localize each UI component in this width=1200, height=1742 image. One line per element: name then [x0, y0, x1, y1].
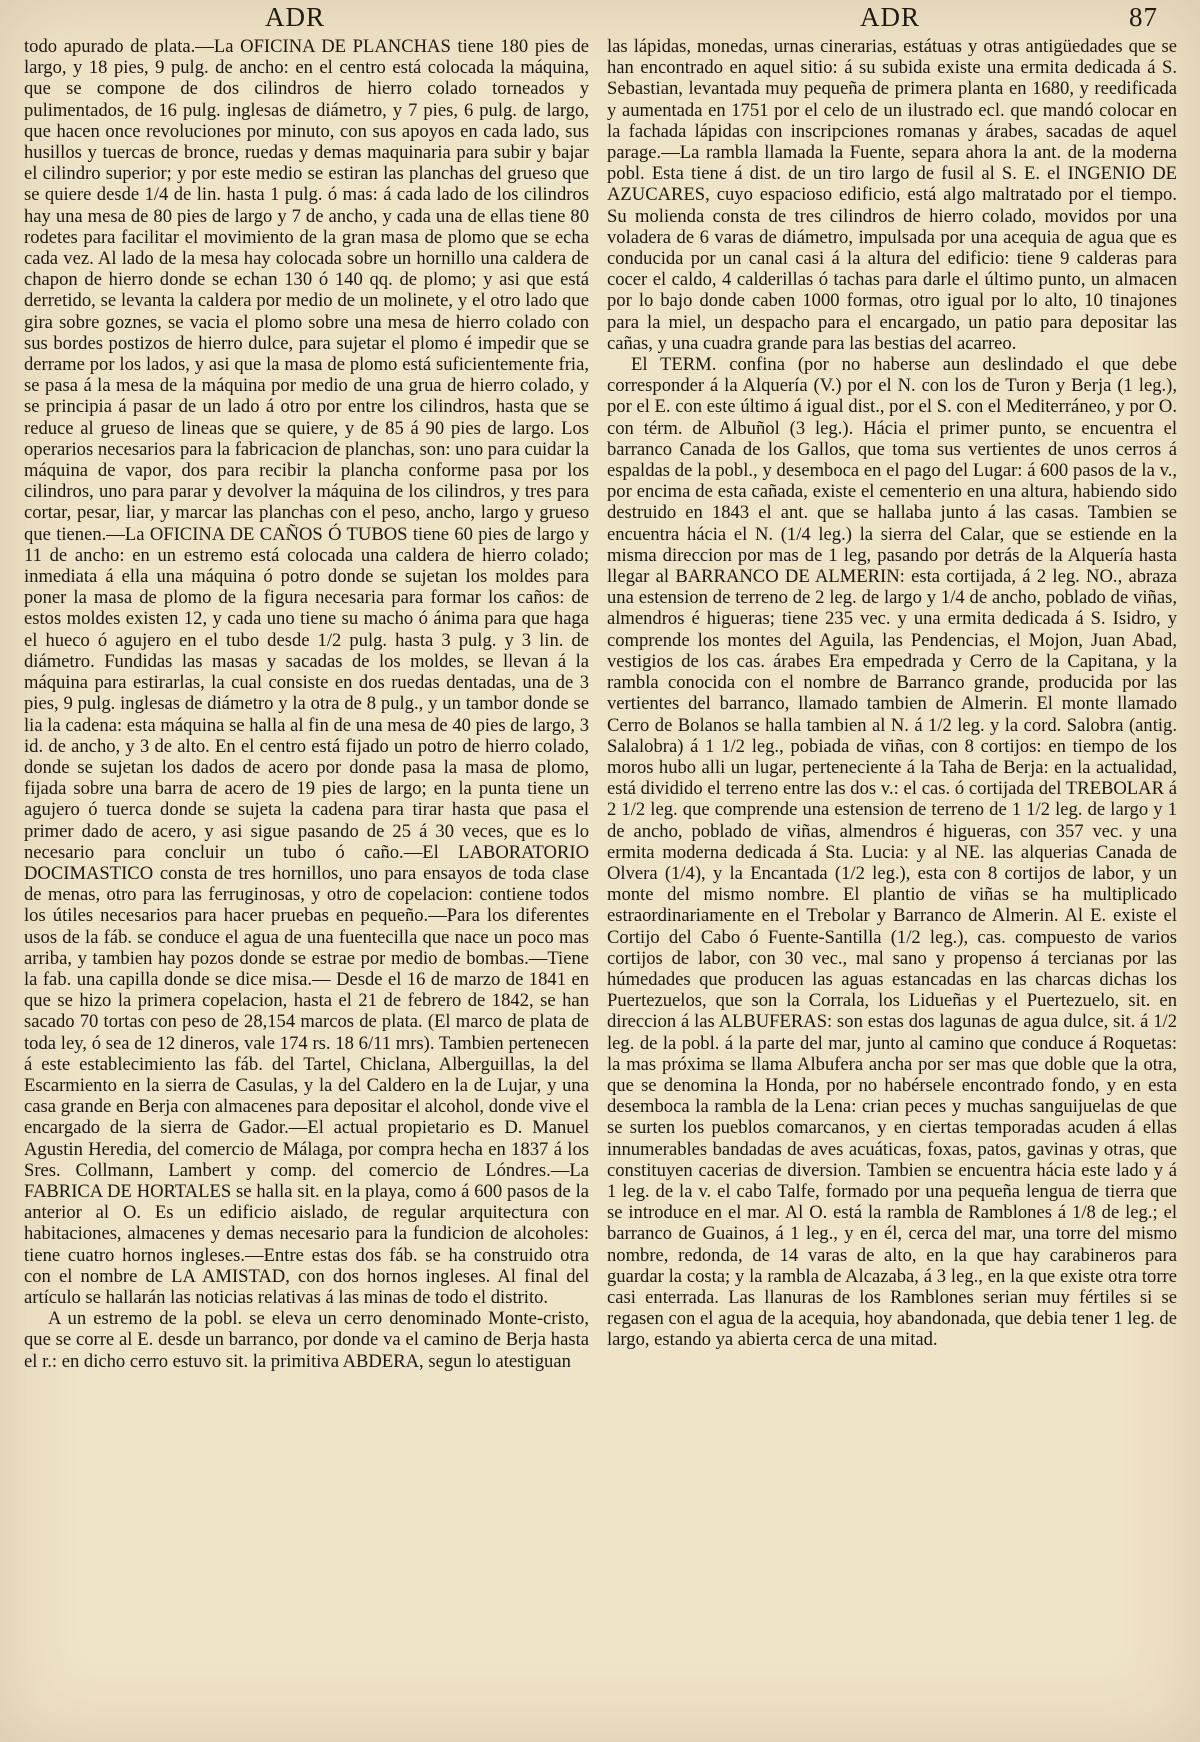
left-paragraph-1: todo apurado de plata.—La OFICINA DE PLANCHAS tiene 180 pies de largo, y 18 pies, 9 pulg. de ancho: en el centro está colocada la máquina, que se compone de dos cilindros de hierro colado torneados y pulimentados, de 16 pulg. inglesas de diámetro, y 7 pies, 6 pulg. de largo, que hacen once revoluciones por minuto, con sus apoyos en cada lado, sus husillos y tuercas de bronce, ruedas y demas maquinaria para subir y bajar el cilindro superior; y por este medio se estiran las planchas del grueso que se quiere desde 1/4 de lin. hasta 1 pulg. ó mas: á cada lado de los cilindros hay una mesa de 80 pies de largo y 7 de ancho, y cada una de ellas tiene 80 rodetes para facilitar el movimiento de la gran masa de plomo que se echa cada vez. Al lado de la mesa hay colocada sobre un hornillo una caldera de chapon de hierro donde se echan 130 ó 140 qq. de plomo; y asi que está derretido, se levanta la caldera por medio de un molinete, y el otro lado que gira sobre goznes, se vacia el plomo sobre una mesa de hierro colado con sus bordes postizos de hierro dulce, para sujetar el plomo é impedir que se derrame por los lados, y asi que la masa de plomo está suficientemente fria, se pasa á la mesa de la máquina por medio de una grua de hierro colado, y se principia á pasar de un lado á otro por entre los cilindros, hasta que se reduce al grueso de lineas que se quiere, y de 85 á 90 pies de largo. Los operarios necesarios para la fabricacion de planchas, son: uno para cuidar la máquina de vapor, dos para recibir la plancha conforme pasa por los cilindros, uno para parar y devolver la máquina de los cilindros, y tres para cortar, pesar, liar, y marcar las planchas con el peso, ancho, largo y grueso que tienen.—La OFICINA DE CAÑOS Ó TUBOS tiene 60 pies de largo y 11 de ancho: en un estremo está colocada una caldera de hierro colado; inmediata á ella una máquina ó potro donde se sujetan los moldes para poner la masa de plomo de la figura necesaria para formar los caños: de estos moldes existen 12, y cada uno tiene su macho ó ánima para que haga el hueco ó agujero en el tubo desde 1/2 pulg. hasta 3 pulg. y 3 lin. de diámetro. Fundidas las masas y sacadas de los moldes, se llevan á la máquina para estirarlas, la cual consiste en dos ruedas dentadas, una de 3 pies, 9 pulg. inglesas de diámetro y la otra de 8 pulg., y un tambor donde se lia la cadena: esta máquina se halla al fin de una mesa de 40 pies de largo, 3 id. de ancho, y 3 de alto. En el centro está fijado un potro de hierro colado, donde se sujetan los dados de acero por donde pasa la masa de plomo, fijada sobre una barra de acero de 19 pies de largo; en la punta tiene un agujero ó tuerca donde se sujeta la cadena para tirar hasta que pasa el primer dado de acero, y asi sigue pasando de 25 á 30 veces, que es lo necesario para concluir un tubo ó caño.—El LABORATORIO DOCIMASTICO consta de tres hornillos, uno para ensayos de toda clase de menas, otro para las ferruginosas, y otro de copelacion: contiene todos los útiles necesarios para hacer pruebas en pequeño.—Para los diferentes usos de la fáb. se conduce el agua de una fuentecilla que nace un poco mas arriba, y tambien hay pozos donde se estrae por medio de bombas.—Tiene la fab. una capilla donde se dice misa.— Desde el 16 de marzo de 1841 en que se hizo la primera copelacion, hasta el 21 de febrero de 1842, se han sacado 70 tortas con peso de 28,154 marcos de plata. (El marco de plata de toda ley, ó sea de 12 dineros, vale 174 rs. 18 6/11 mrs). Tambien pertenecen á este establecimiento las fáb. del Tartel, Chiclana, Alberguillas, la del Escarmiento en la sierra de Casulas, y la del Caldero en la de Lujar, y una casa grande en Berja con almacenes para depositar el alcohol, donde vive el encargado de la sierra de Gador.—El actual propietario es D. Manuel Agustin Heredia, del comercio de Málaga, por compra hecha en 1837 á los Sres. Collmann, Lambert y comp. del comercio de Lóndres.—La FABRICA DE HORTALES se halla sit. en la playa, como á 600 pasos de la anterior al O. Es un edificio aislado, de regular arquitectura con habitaciones, almacenes y demas necesario para la fundicion de alcoholes: tiene cuatro hornos ingleses.—Entre estas dos fáb. se ha construido otra con el nombre de LA AMISTAD, con dos hornos ingleses. Al final del artículo se hallarán las noticias relativas á las minas de todo el distrito.: [24, 36, 589, 1308]
right-paragraph-2: El TERM. confina (por no haberse aun deslindado el que debe corresponder á la Alquería (V.) por el N. con los de Turon y Berja (1 leg.), por el E. con este último á igual dist., por el S. con el Mediterráneo, y por O. con térm. de Albuñol (3 leg.). Hácia el primer punto, se encuentra el barranco Canada de los Gallos, que toma sus vertientes de unos cerros á espaldas de la pobl., y desemboca en el pago del Lugar: á 600 pasos de la v., por encima de esta cañada, existe el cementerio en una altura, habiendo sido destruido en 1843 el ant. que se hallaba junto á las casas. Tambien se encuentra hácia el N. (1/4 leg.) la sierra del Calar, que se estiende en la misma direccion por mas de 1 leg, pasando por detrás de la Alquería hasta llegar al BARRANCO DE ALMERIN: esta cortijada, á 2 leg. NO., abraza una estension de terreno de 2 leg. de largo y 1/4 de ancho, poblado de viñas, almendros é higueras; tiene 235 vec. y una ermita dedicada á S. Isidro, y comprende los montes del Aguila, las Pendencias, el Mojon, Juan Abad, vestigios de los cas. árabes Era empedrada y Cerro de la Capitana, y la rambla conocida con el nombre de Barranco grande, producida por las vertientes del barranco, llamado tambien de Almerin. El monte llamado Cerro de Bolanos se halla tambien al N. á 1/2 leg. y la cord. Salobra (antig. Salalobra) á 1 1/2 leg., pobiada de viñas, con 8 cortijos: en tiempo de los moros hubo alli un lugar, perteneciente á la Taha de Berja: en la actualidad, está dividido el terreno entre las dos v.: el cas. ó cortijada del TREBOLAR á 2 1/2 leg. que comprende una estension de terreno de 1 1/2 leg. de largo y 1 de ancho, poblado de viñas, almendros é higueras, con 357 vec. y una ermita moderna dedicada á Sta. Lucia: y al NE. las alquerias Canada de Olvera (1/4), y la Encantada (1/2 leg.), esta con 8 cortijos de labor, y un monte del mismo nombre. El plantio de viñas se ha multiplicado estraordinariamente en el Trebolar y Barranco de Almerin. Al E. existe el Cortijo del Cabo ó Fuente-Santilla (1/2 leg.), cas. compuesto de varios cortijos de labor, con 30 vec., mal sano y propenso á tercianas por las húmedades que producen las aguas estancadas en las charcas dichas los Puertezuelos, que son la Corrala, los Lidueñas y el Puertezuelo, sit. en direccion á las ALBUFERAS: son estas dos lagunas de agua dulce, sit. á 1/2 leg. de la pobl. á la parte del mar, junto al camino que conduce á Roquetas: la mas próxima se llama Albufera ancha por ser mas que doble que la otra, que se denomina la Honda, por no habérsele encontrado fondo, y en esta desemboca la rambla de la Lena: crian peces y muchas sanguijuelas de que se surten los pueblos comarcanos, y en ciertas temporadas acuden á ellas innumerables bandadas de aves acuáticas, foxas, patos, gavinas y otras, que constituyen cacerias de diversion. Tambien se encuentra hácia este lado y á 1 leg. de la v. el cabo Talfe, formado por una pequeña lengua de tierra que se introduce en el mar. Al O. está la rambla de Ramblones á 1/8 de leg.; el barranco de Guainos, á 1 leg., y en él, cerca del mar, una torre del mismo nombre, redonda, de 14 varas de alto, en la que hay carabineros para guardar la costa; y la rambla de Alcazaba, á 3 leg., en la que existe otra torre casi enterrada. Las llanuras de los Ramblones serian muy fértiles si se regasen con el agua de la acequia, hoy abandonada, que debia tener 1 leg. de largo, estando ya abierta cerca de una mitad.: [607, 354, 1177, 1351]
right-column: [607, 36, 1177, 1351]
page-header: [0, 0, 1200, 36]
left-paragraph-2: A un estremo de la pobl. se eleva un cerro denominado Monte-cristo, que se corre al E. desde un barranco, por donde va el camino de Berja hasta el r.: en dicho cerro estuvo sit. la primitiva ABDERA, segun lo atestiguan: [24, 1308, 589, 1372]
page-number: 87: [1129, 2, 1158, 32]
right-paragraph-1: las lápidas, monedas, urnas cinerarias, estátuas y otras antigüedades que se han encontrado en aquel sitio: á su subida existe una ermita dedicada á S. Sebastian, levantada muy pequeña de primera planta en 1680, y reedificada y aumentada en 1751 por el celo de un ilustrado ecl. que mandó colocar en la fachada lápidas con inscripciones romanas y árabes, sacadas de aquel parage.—La rambla llamada la Fuente, separa ahora la ant. de la moderna pobl. Esta tiene á dist. de un tiro largo de fusil al S. E. el INGENIO DE AZUCARES, cuyo espacioso edificio, está algo maltratado por el tiempo. Su molienda consta de tres cilindros de hierro colado, movidos por una voladera de 6 varas de diámetro, impulsada por una acequia de agua que es conducida por un canal casi á la altura del edificio: tiene 9 calderas para cocer el caldo, 4 calderillas ó tachas para darle el último punto, un almacen por lo bajo donde caben 1000 formas, otro igual por lo alto, 10 tinajones para la miel, un despacho para el encargado, un patio para depositar las cañas, y una cuadra grande para las bestias del acarreo.: [607, 36, 1177, 354]
left-column: [24, 36, 589, 1372]
running-head-right: ADR: [860, 2, 921, 32]
running-head-left: ADR: [265, 2, 326, 32]
